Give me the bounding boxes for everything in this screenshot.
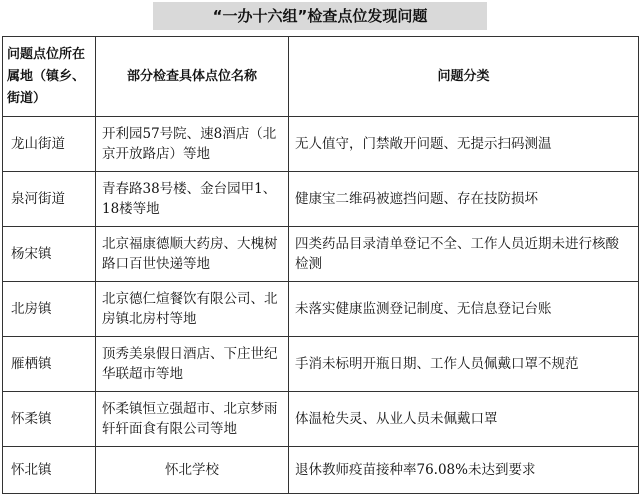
cell-points: 北京福康德顺大药房、大槐树路口百世快递等地 xyxy=(96,227,289,282)
cell-problem: 无人值守，门禁敞开问题、无提示扫码测温 xyxy=(289,117,639,172)
cell-location: 泉河街道 xyxy=(3,172,96,227)
cell-problem: 未落实健康监测登记制度、无信息登记台账 xyxy=(289,282,639,337)
table-row xyxy=(3,447,639,494)
cell-problem: 体温枪失灵、从业人员未佩戴口罩 xyxy=(289,392,639,447)
cell-points: 顶秀美泉假日酒店、下庄世纪华联超市等地 xyxy=(96,337,289,392)
table-row xyxy=(3,337,639,392)
cell-location: 怀北镇 xyxy=(3,447,96,494)
cell-location: 雁栖镇 xyxy=(3,337,96,392)
table-row xyxy=(3,392,639,447)
cell-points: 青春路38号楼、金台园甲1、18楼等地 xyxy=(96,172,289,227)
cell-problem: 健康宝二维码被遮挡问题、存在技防损坏 xyxy=(289,172,639,227)
cell-location: 怀柔镇 xyxy=(3,392,96,447)
header-location: 问题点位所在属地（镇乡、街道） xyxy=(3,37,96,117)
table-row xyxy=(3,227,639,282)
header-points: 部分检查具体点位名称 xyxy=(96,37,289,117)
cell-location: 杨宋镇 xyxy=(3,227,96,282)
cell-location: 龙山街道 xyxy=(3,117,96,172)
header-problems: 问题分类 xyxy=(289,37,639,117)
cell-problem: 手消未标明开瓶日期、工作人员佩戴口罩不规范 xyxy=(289,337,639,392)
cell-problem: 退休教师疫苗接种率76.08%未达到要求 xyxy=(289,447,639,494)
cell-location: 北房镇 xyxy=(3,282,96,337)
cell-points: 怀北学校 xyxy=(96,447,289,494)
cell-points: 怀柔镇恒立强超市、北京梦雨轩轩面食有限公司等地 xyxy=(96,392,289,447)
cell-problem: 四类药品目录清单登记不全、工作人员近期未进行核酸检测 xyxy=(289,227,639,282)
cell-points: 北京德仁煊餐饮有限公司、北房镇北房村等地 xyxy=(96,282,289,337)
table-row xyxy=(3,172,639,227)
title-area xyxy=(0,0,640,34)
table-header-row xyxy=(3,37,639,117)
table-row xyxy=(3,282,639,337)
cell-points: 开利园57号院、速8酒店（北京开放路店）等地 xyxy=(96,117,289,172)
document-title: “一办十六组”检查点位发现问题 xyxy=(153,2,487,30)
inspection-table xyxy=(2,36,639,494)
table-row xyxy=(3,117,639,172)
